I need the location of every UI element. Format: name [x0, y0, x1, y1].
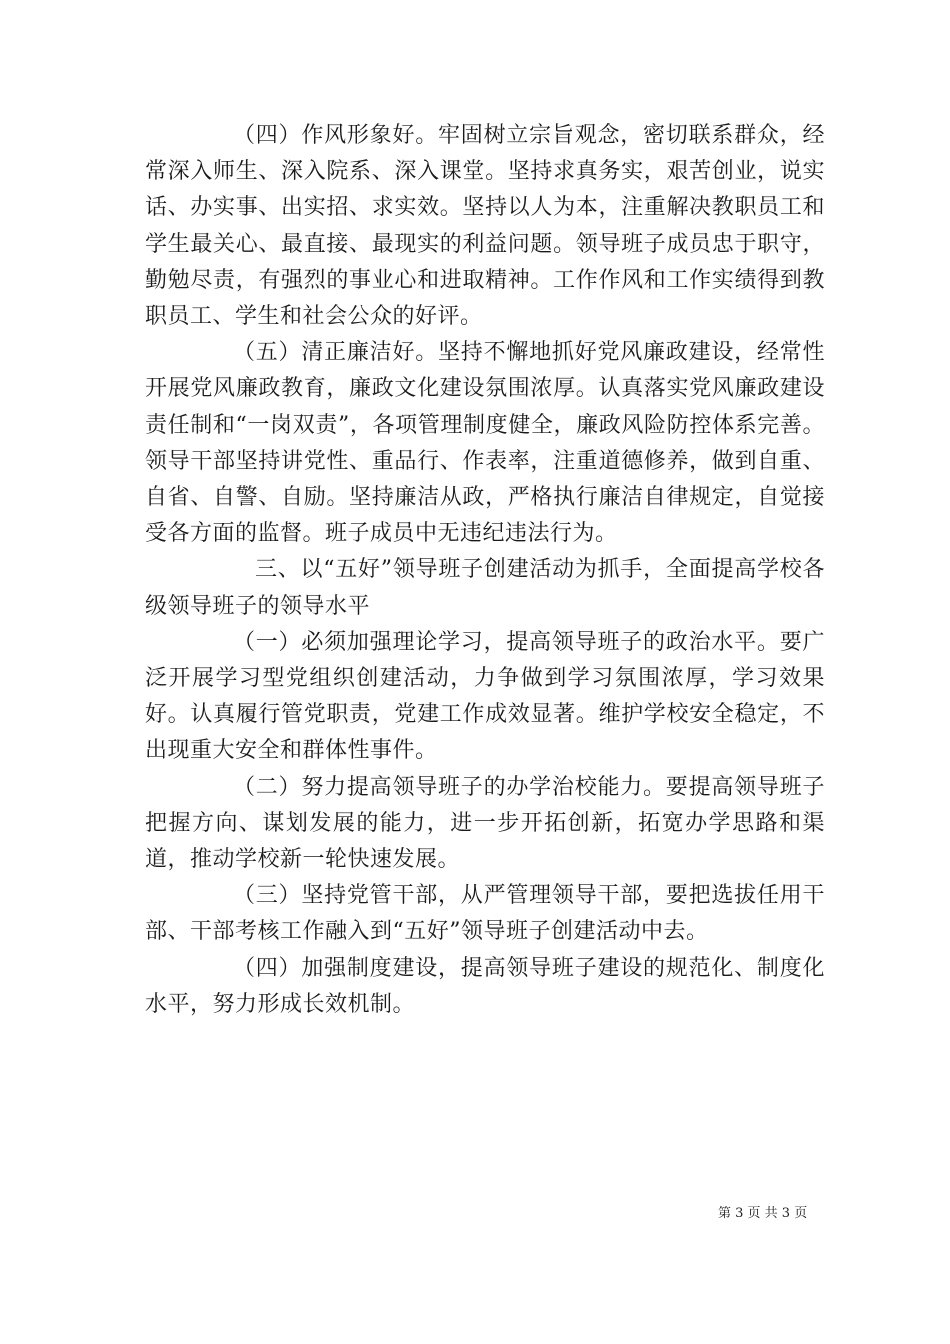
paragraph-conduct-image: （四）作风形象好。牢固树立宗旨观念，密切联系群众，经常深入师生、深入院系、深入课堂。坚持求真务实，艰苦创业，说实话、办实事、出实招、求实效。坚持以人为本，注重解决教职员工和学生最关心、最直接、最现实的利益问题。领导班子成员忠于职守，勤勉尽责，有强烈的事业心和进取精神。工作作风和工作实绩得到教职员工、学生和社会公众的好评。 [145, 123, 825, 330]
document-body [145, 118, 825, 1023]
page-number-footer: 第 3 页 共 3 页 [718, 1206, 808, 1221]
paragraph-system-building: （四）加强制度建设，提高领导班子建设的规范化、制度化水平，努力形成长效机制。 [145, 955, 825, 1017]
section-heading-three: 三、以“五好”领导班子创建活动为抓手，全面提高学校各级领导班子的领导水平 [145, 557, 825, 619]
paragraph-integrity: （五）清正廉洁好。坚持不懈地抓好党风廉政建设，经常性开展党风廉政教育，廉政文化建设氛围浓厚。认真落实党风廉政建设责任制和“一岗双责”，各项管理制度健全，廉政风险防控体系完善。领导干部坚持讲党性、重品行、作表率，注重道德修养，做到自重、自省、自警、自励。坚持廉洁从政，严格执行廉洁自律规定，自觉接受各方面的监督。班子成员中无违纪违法行为。 [145, 340, 825, 547]
paragraph-theory-study: （一）必须加强理论学习，提高领导班子的政治水平。要广泛开展学习型党组织创建活动，力争做到学习氛围浓厚，学习效果好。认真履行管党职责，党建工作成效显著。维护学校安全稳定，不出现重大安全和群体性事件。 [145, 629, 825, 764]
paragraph-school-governance: （二）努力提高领导班子的办学治校能力。要提高领导班子把握方向、谋划发展的能力，进一步开拓创新，拓宽办学思路和渠道，推动学校新一轮快速发展。 [145, 774, 825, 873]
paragraph-cadre-management: （三）坚持党管干部，从严管理领导干部，要把选拔任用干部、干部考核工作融入到“五好”领导班子创建活动中去。 [145, 883, 825, 945]
